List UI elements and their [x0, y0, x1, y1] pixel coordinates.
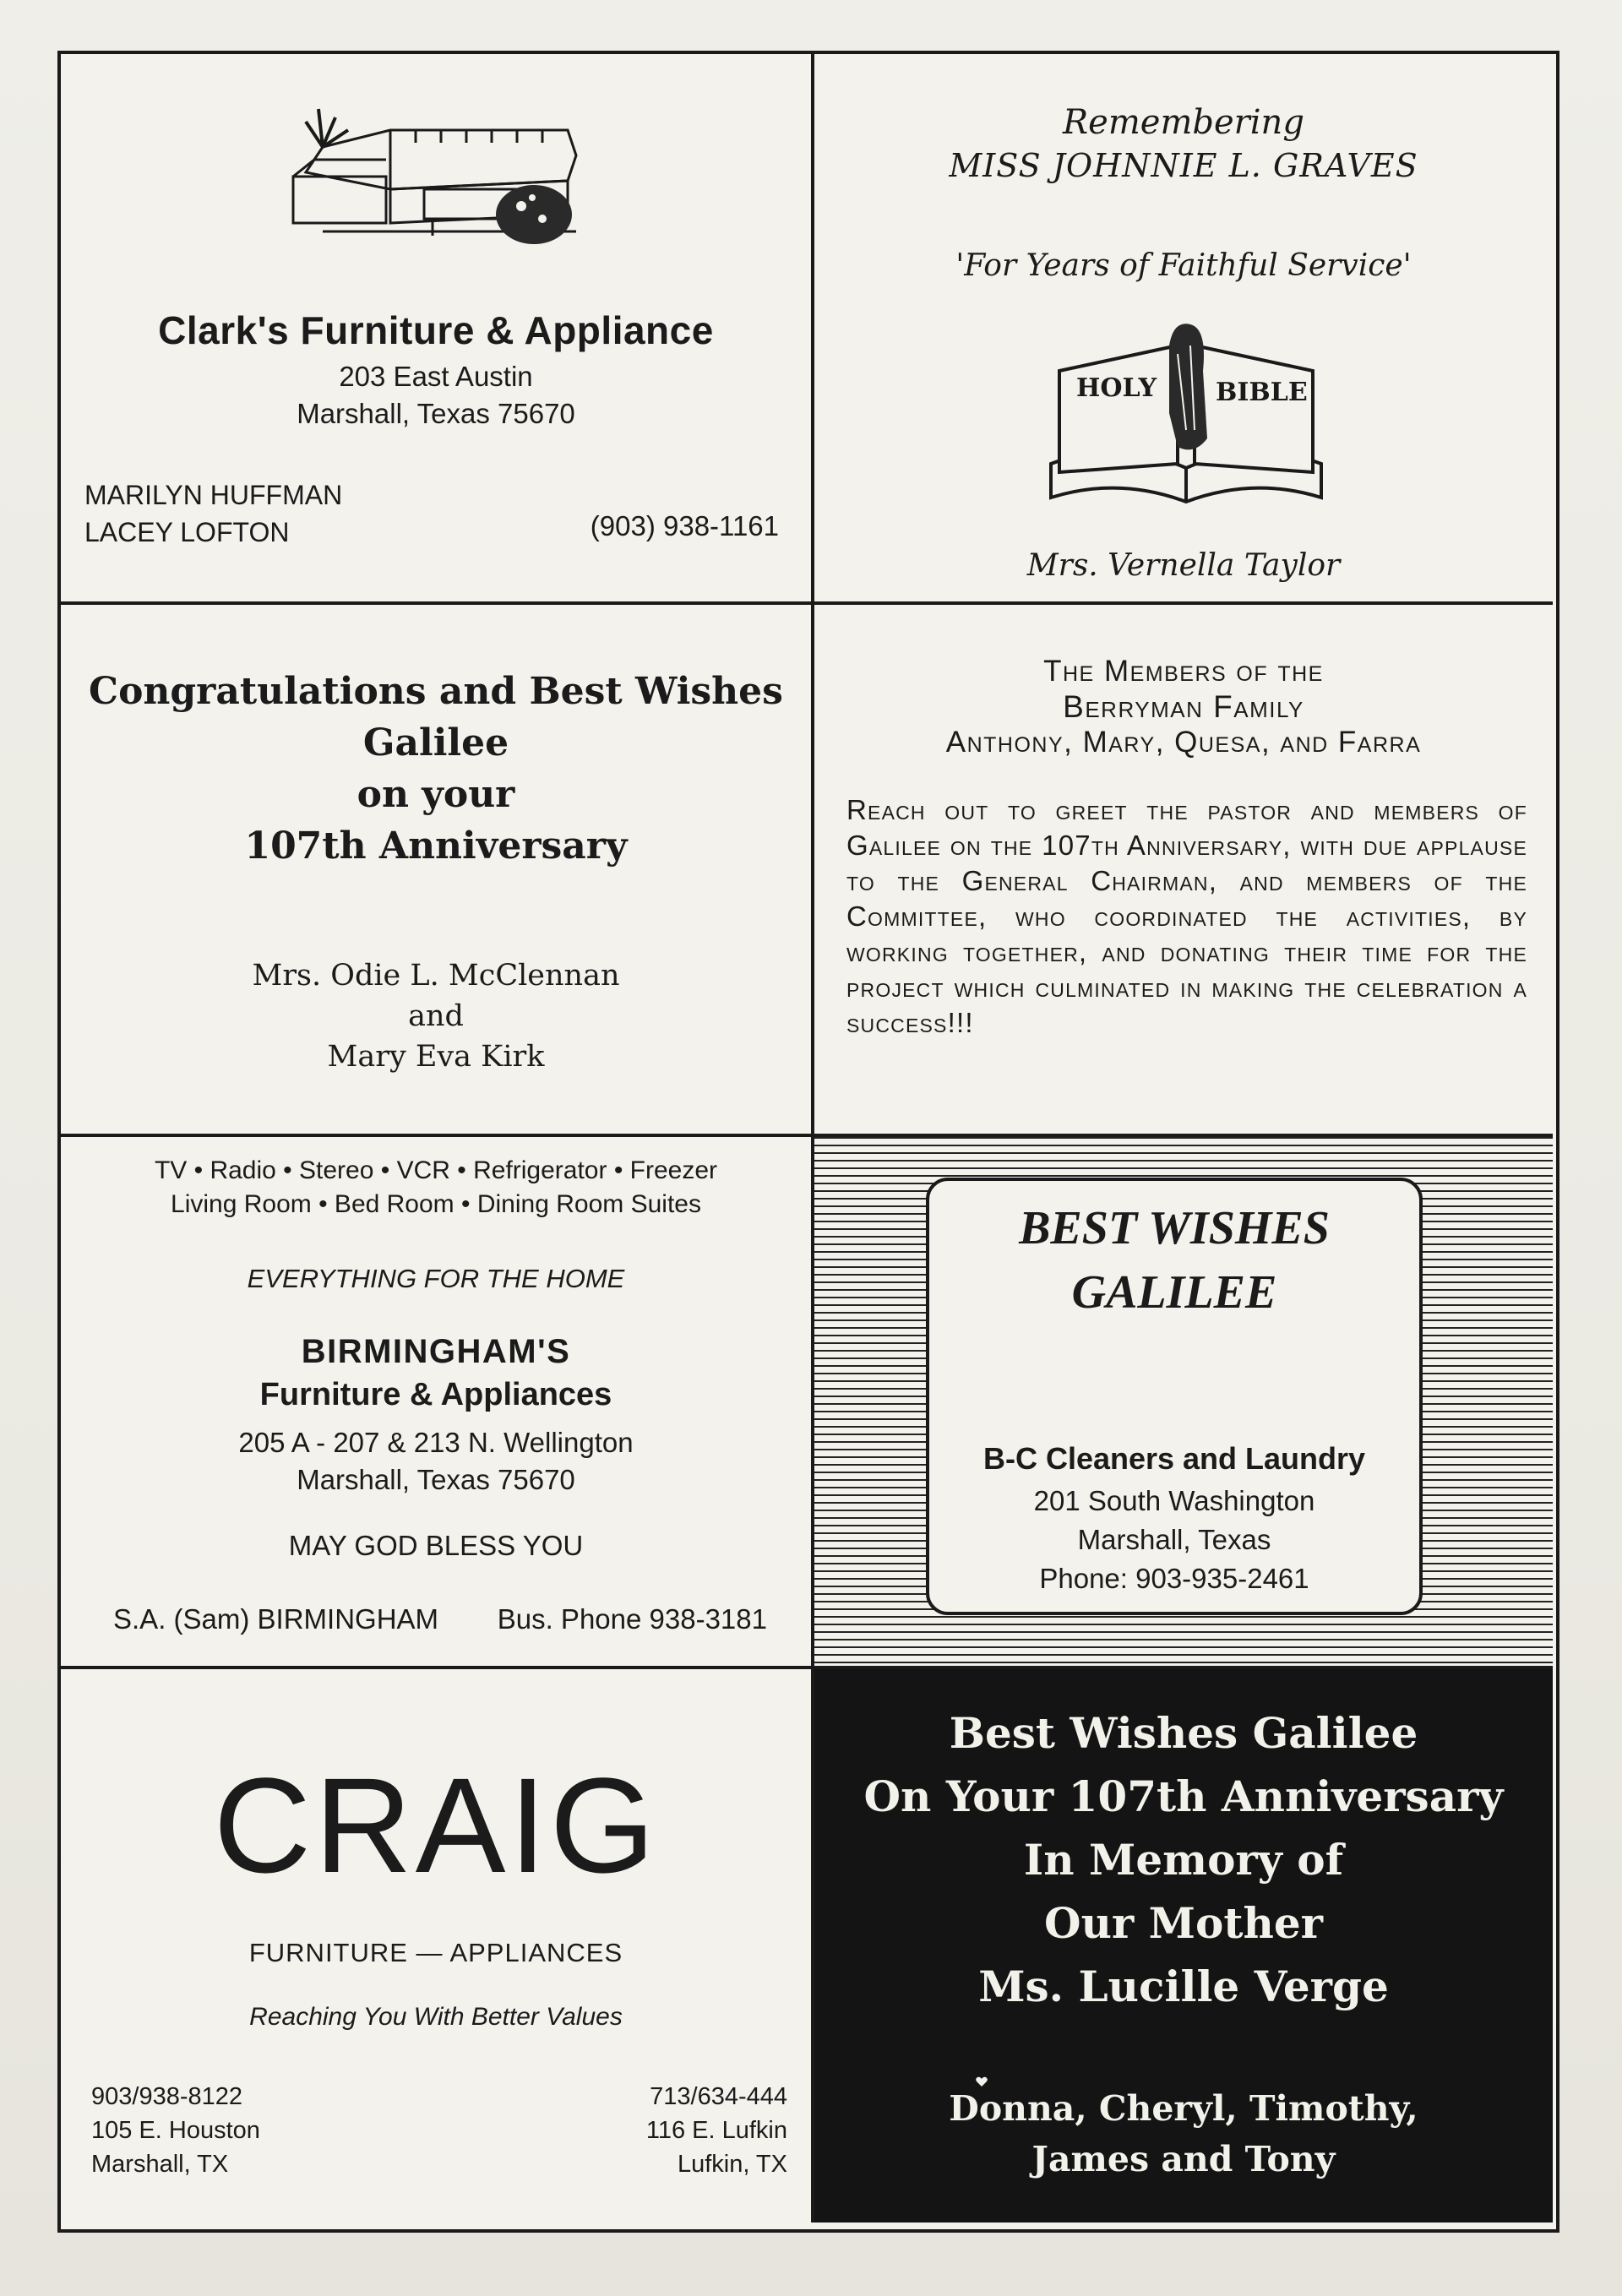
address-line: Marshall, Texas 75670	[297, 398, 575, 429]
ad-graves-memorial	[814, 54, 1553, 605]
message-line: In Memory of	[1023, 1835, 1344, 1885]
bible-left-text: HOLY	[1076, 373, 1157, 403]
ad-sheet	[57, 51, 1559, 2233]
address-line: 105 E. Houston	[91, 2117, 260, 2144]
ad-berryman-family	[814, 605, 1553, 1137]
names-line: James and Tony	[1031, 2139, 1336, 2179]
address-line: 203 East Austin	[339, 361, 533, 392]
ad-verge-memorial	[814, 1669, 1553, 2223]
message-line: On Your 107th Anniversary	[863, 1771, 1504, 1821]
craig-logo: CRAIG	[213, 1749, 659, 1901]
business-address	[929, 1482, 1419, 1598]
phone-number: Bus. Phone 938-3181	[497, 1603, 767, 1635]
memorial-message	[814, 1701, 1553, 2018]
business-name: BIRMINGHAM'S	[301, 1333, 571, 1370]
memorial-heading: Remembering	[1063, 103, 1304, 142]
heading-line: GALILEE	[1071, 1266, 1277, 1319]
sponsor-name: Mrs. Vernella Taylor	[1026, 548, 1341, 583]
product-list	[61, 1154, 811, 1221]
ad-clarks-furniture	[61, 54, 814, 605]
address-line: 116 E. Lufkin	[645, 2117, 787, 2144]
honoree-name: Ms. Lucille Verge	[978, 1961, 1389, 2011]
family-heading	[814, 654, 1553, 760]
address-line: 205 A - 207 & 213 N. Wellington	[238, 1427, 634, 1458]
rounded-ad-box	[926, 1178, 1423, 1615]
product-line: Living Room • Bed Room • Dining Room Suites	[171, 1190, 701, 1218]
message-line: on your	[357, 773, 515, 816]
message-line: 107th Anniversary	[244, 824, 628, 868]
blessing: MAY GOD BLESS YOU	[288, 1530, 584, 1561]
honoree-name: MISS JOHNNIE L. GRAVES	[949, 147, 1418, 184]
tagline: EVERYTHING FOR THE HOME	[247, 1264, 625, 1293]
ad-congratulations	[61, 605, 814, 1137]
business-name: B-C Cleaners and Laundry	[982, 1441, 1366, 1476]
family-message: Reach out to greet the pastor and members of Galilee on the 107th Anniversary, with due applause to the General Chairman, and members of the Committee, who coordinated the activities, by working together, and donating their time for the project which culminated in making the celebration a success!!!	[846, 794, 1527, 1038]
contact-name: LACEY LOFTON	[84, 517, 290, 547]
message-line: Our Mother	[1044, 1898, 1323, 1948]
business-address	[61, 1424, 811, 1499]
names-line: Donna, Cheryl, Timothy,	[949, 2088, 1418, 2129]
sender-names	[61, 955, 811, 1077]
holy-bible-icon	[1042, 320, 1330, 510]
contact-names	[84, 476, 342, 551]
family-name: Berryman Family	[1063, 689, 1304, 724]
memorial-tagline: 'For Years of Faithful Service'	[955, 248, 1412, 283]
business-address	[61, 358, 811, 433]
sender-name: Mary Eva Kirk	[327, 1040, 545, 1074]
ad-birminghams	[61, 1137, 814, 1669]
address-line: Lufkin, TX	[677, 2151, 787, 2178]
family-names	[814, 2083, 1553, 2184]
business-name: Clark's Furniture & Appliance	[158, 308, 714, 352]
heading-line: The Members of the	[1043, 655, 1324, 688]
furniture-illustration-icon	[289, 96, 593, 248]
phone-number: 903/938-8122	[91, 2083, 242, 2110]
bible-right-text: BIBLE	[1216, 378, 1308, 407]
message-line: Best Wishes Galilee	[949, 1708, 1418, 1758]
address-line: 201 South Washington	[1033, 1485, 1315, 1516]
message-line: Congratulations and Best Wishes	[89, 670, 783, 713]
message-line: Galilee	[362, 721, 509, 764]
ad-grid	[61, 54, 1556, 2229]
business-subtitle: FURNITURE — APPLIANCES	[248, 1938, 623, 1967]
heading-line: BEST WISHES	[1019, 1202, 1330, 1254]
phone-number: 713/634-444	[650, 2083, 787, 2110]
address-line: Marshall, TX	[91, 2151, 229, 2178]
address-line: Marshall, Texas 75670	[297, 1464, 575, 1495]
contact-name: MARILYN HUFFMAN	[84, 480, 343, 510]
owner-name: S.A. (Sam) BIRMINGHAM	[113, 1603, 439, 1635]
best-wishes-heading	[929, 1196, 1419, 1325]
business-subtitle: Furniture & Appliances	[259, 1377, 612, 1412]
product-line: TV • Radio • Stereo • VCR • Refrigerator • Freezer	[154, 1156, 718, 1184]
phone-number: Phone: 903-935-2461	[1039, 1563, 1309, 1594]
ad-craig	[61, 1669, 814, 2223]
location-lufkin	[646, 2080, 787, 2181]
sender-name: Mrs. Odie L. McClennan	[252, 959, 620, 993]
ad-bc-cleaners	[814, 1137, 1553, 1669]
congratulations-message	[61, 666, 811, 872]
sender-conjunction: and	[408, 999, 464, 1033]
tagline: Reaching You With Better Values	[249, 2003, 623, 2031]
location-marshall	[91, 2080, 260, 2181]
phone-number: (903) 938-1161	[590, 510, 779, 541]
family-members: Anthony, Mary, Quesa, and Farra	[945, 726, 1422, 759]
address-line: Marshall, Texas	[1077, 1524, 1271, 1555]
